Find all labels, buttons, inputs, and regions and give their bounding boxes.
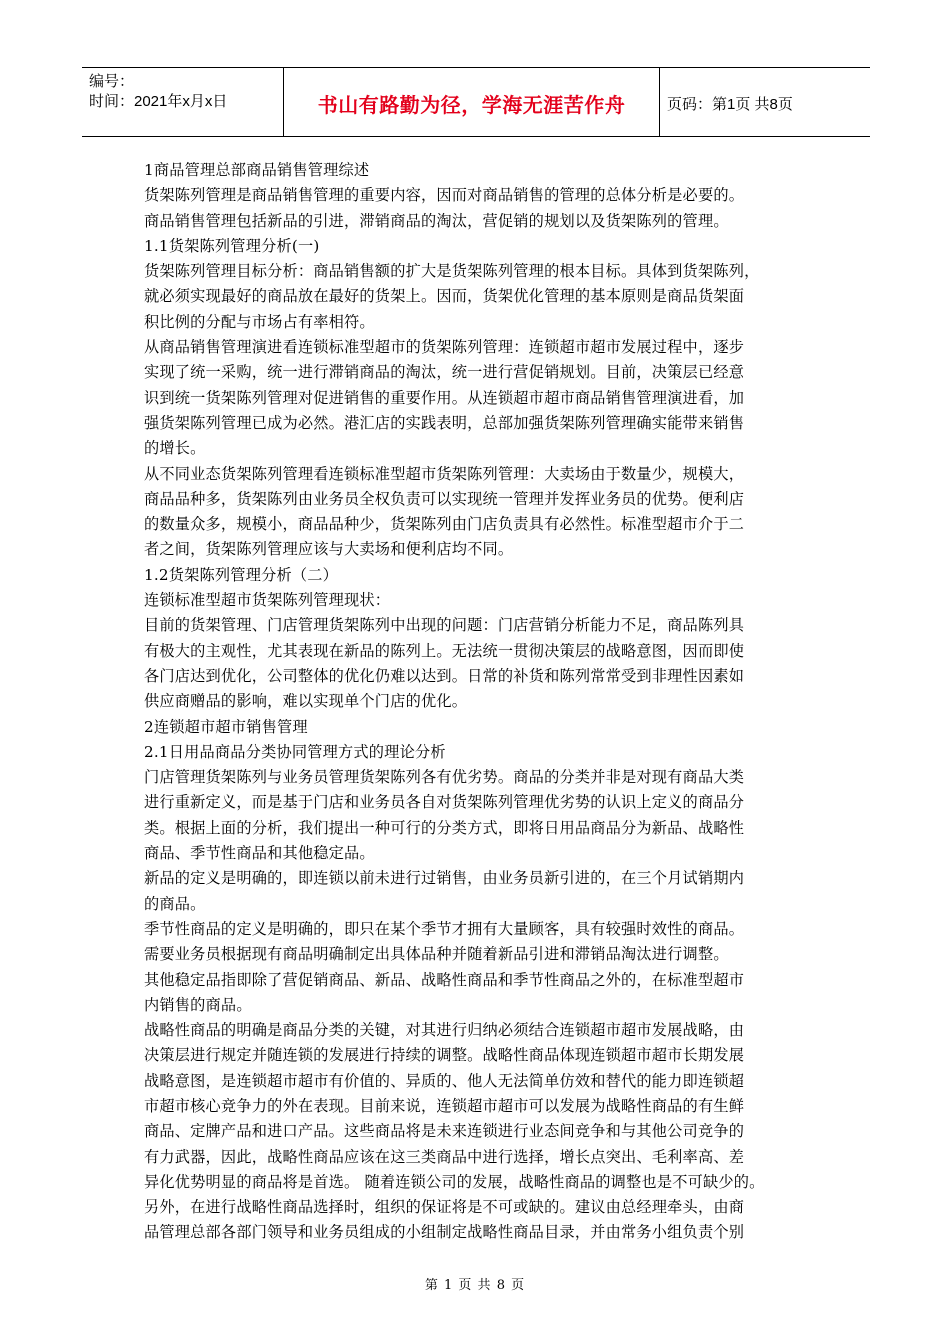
body-text-line: 识到统一货架陈列管理对促进销售的重要作用。从连锁超市超市商品销售管理演进看，加 [144, 388, 745, 407]
body-text-line: 目前的货架管理、门店管理货架陈列中出现的问题：门店营销分析能力不足，商品陈列具 [144, 616, 745, 635]
header-page-info: 页码：第1页 共8页 [667, 95, 793, 113]
body-text-line: 1.1货架陈列管理分析(一) [144, 236, 320, 255]
body-text-line: 1商品管理总部商品销售管理综述 [144, 161, 370, 179]
body-text-line: 商品品种多，货架陈列由业务员全权负责可以实现统一管理并发挥业务员的优势。便利店 [144, 489, 745, 508]
page-footer: 第 1 页 共 8 页 [424, 1278, 526, 1293]
header-page-cell [660, 68, 870, 136]
body-text-line: 商品、季节性商品和其他稳定品。 [144, 844, 375, 863]
body-text-line: 决策层进行规定并随连锁的发展进行持续的调整。战略性商品体现连锁超市超市长期发展 [144, 1046, 745, 1065]
body-text-line: 供应商赠品的影响，难以实现单个门店的优化。 [144, 692, 468, 711]
body-text-line: 其他稳定品指即除了营促销商品、新品、战略性商品和季节性商品之外的，在标准型超市 [144, 970, 745, 989]
body-text-line: 门店管理货架陈列与业务员管理货架陈列各有优劣势。商品的分类并非是对现有商品大类 [144, 768, 745, 787]
document-number-label: 编号： [89, 73, 135, 90]
body-text-line: 货架陈列管理是商品销售管理的重要内容，因而对商品销售的管理的总体分析是必要的。 [144, 186, 745, 205]
body-text-line: 战略性商品的明确是商品分类的关键，对其进行归纳必须结合连锁超市超市发展战略，由 [144, 1021, 745, 1040]
body-text-line: 进行重新定义，而是基于门店和业务员各自对货架陈列管理优劣势的认识上定义的商品分 [144, 793, 745, 812]
body-text-line: 内销售的商品。 [144, 995, 252, 1014]
header-motto-cell [283, 68, 660, 136]
body-text-line: 1.2货架陈列管理分析（二） [144, 565, 339, 584]
body-text-line: 新品的定义是明确的，即连锁以前未进行过销售，由业务员新引进的，在三个月试销期内 [144, 869, 745, 888]
body-text-line: 战略意图，是连锁超市超市有价值的、异质的、他人无法简单仿效和替代的能力即连锁超 [144, 1071, 745, 1090]
body-text-line: 就必须实现最好的商品放在最好的货架上。因而，货架优化管理的基本原则是商品货架面 [144, 287, 745, 306]
body-text-line: 者之间，货架陈列管理应该与大卖场和便利店均不同。 [144, 540, 514, 559]
body-text-line: 有力武器，因此，战略性商品应该在这三类商品中进行选择，增长点突出、毛利率高、差 [144, 1147, 745, 1166]
body-text-line: 实现了统一采购，统一进行滞销商品的淘汰，统一进行营促销规划。目前，决策层已经意 [144, 363, 745, 382]
body-text-line: 从商品销售管理演进看连锁标准型超市的货架陈列管理：连锁超市超市发展过程中，逐步 [144, 338, 745, 357]
body-text-line: 品管理总部各部门领导和业务员组成的小组制定战略性商品目录，并由常务小组负责个别 [144, 1223, 745, 1242]
document-time-label: 时间：2021年x月x日 [89, 93, 228, 110]
body-text-line: 商品、定牌产品和进口产品。这些商品将是未来连锁进行业态间竞争和与其他公司竞争的 [144, 1122, 745, 1141]
body-text-line: 强货架陈列管理已成为必然。港汇店的实践表明，总部加强货架陈列管理确实能带来销售 [144, 413, 745, 432]
header-left-cell [82, 68, 283, 136]
body-text-line: 从不同业态货架陈列管理看连锁标准型超市货架陈列管理：大卖场由于数量少，规模大， [144, 464, 745, 483]
body-text-line: 商品销售管理包括新品的引进，滞销商品的淘汰，营促销的规划以及货架陈列的管理。 [144, 211, 729, 230]
body-text-line: 的商品。 [144, 894, 206, 913]
body-text-line: 2连锁超市超市销售管理 [144, 717, 308, 736]
header-motto: 书山有路勤为径，学海无涯苦作舟 [317, 94, 626, 117]
body-text-line: 2.1日用品商品分类协同管理方式的理论分析 [144, 742, 446, 761]
body-text-line: 类。根据上面的分析，我们提出一种可行的分类方式，即将日用品商品分为新品、战略性 [144, 818, 745, 837]
body-text-line: 货架陈列管理目标分析：商品销售额的扩大是货架陈列管理的根本目标。具体到货架陈列， [144, 262, 760, 281]
body-text-line: 另外，在进行战略性商品选择时，组织的保证将是不可或缺的。建议由总经理牵头，由商 [144, 1198, 745, 1217]
page-header [82, 67, 870, 137]
body-text-line: 季节性商品的定义是明确的，即只在某个季节才拥有大量顾客，具有较强时效性的商品。 [144, 919, 745, 938]
body-text-line: 的增长。 [144, 439, 206, 458]
document-body [144, 158, 810, 1246]
body-text-line: 市超市核心竞争力的外在表现。目前来说，连锁超市超市可以发展为战略性商品的有生鲜 [144, 1096, 745, 1115]
body-text-line: 异化优势明显的商品将是首选。 随着连锁公司的发展，战略性商品的调整也是不可缺少的。 [144, 1172, 765, 1191]
body-text-line: 的数量众多，规模小，商品品种少，货架陈列由门店负责具有必然性。标准型超市介于二 [144, 515, 745, 534]
body-text-line: 需要业务员根据现有商品明确制定出具体品种并随着新品引进和滞销品淘汰进行调整。 [144, 945, 729, 964]
body-text-line: 连锁标准型超市货架陈列管理现状： [144, 591, 391, 610]
body-text-line: 有极大的主观性，尤其表现在新品的陈列上。无法统一贯彻决策层的战略意图，因而即使 [144, 641, 745, 660]
body-text-line: 各门店达到优化，公司整体的优化仍难以达到。日常的补货和陈列常常受到非理性因素如 [144, 666, 745, 685]
body-text-line: 积比例的分配与市场占有率相符。 [144, 312, 375, 331]
